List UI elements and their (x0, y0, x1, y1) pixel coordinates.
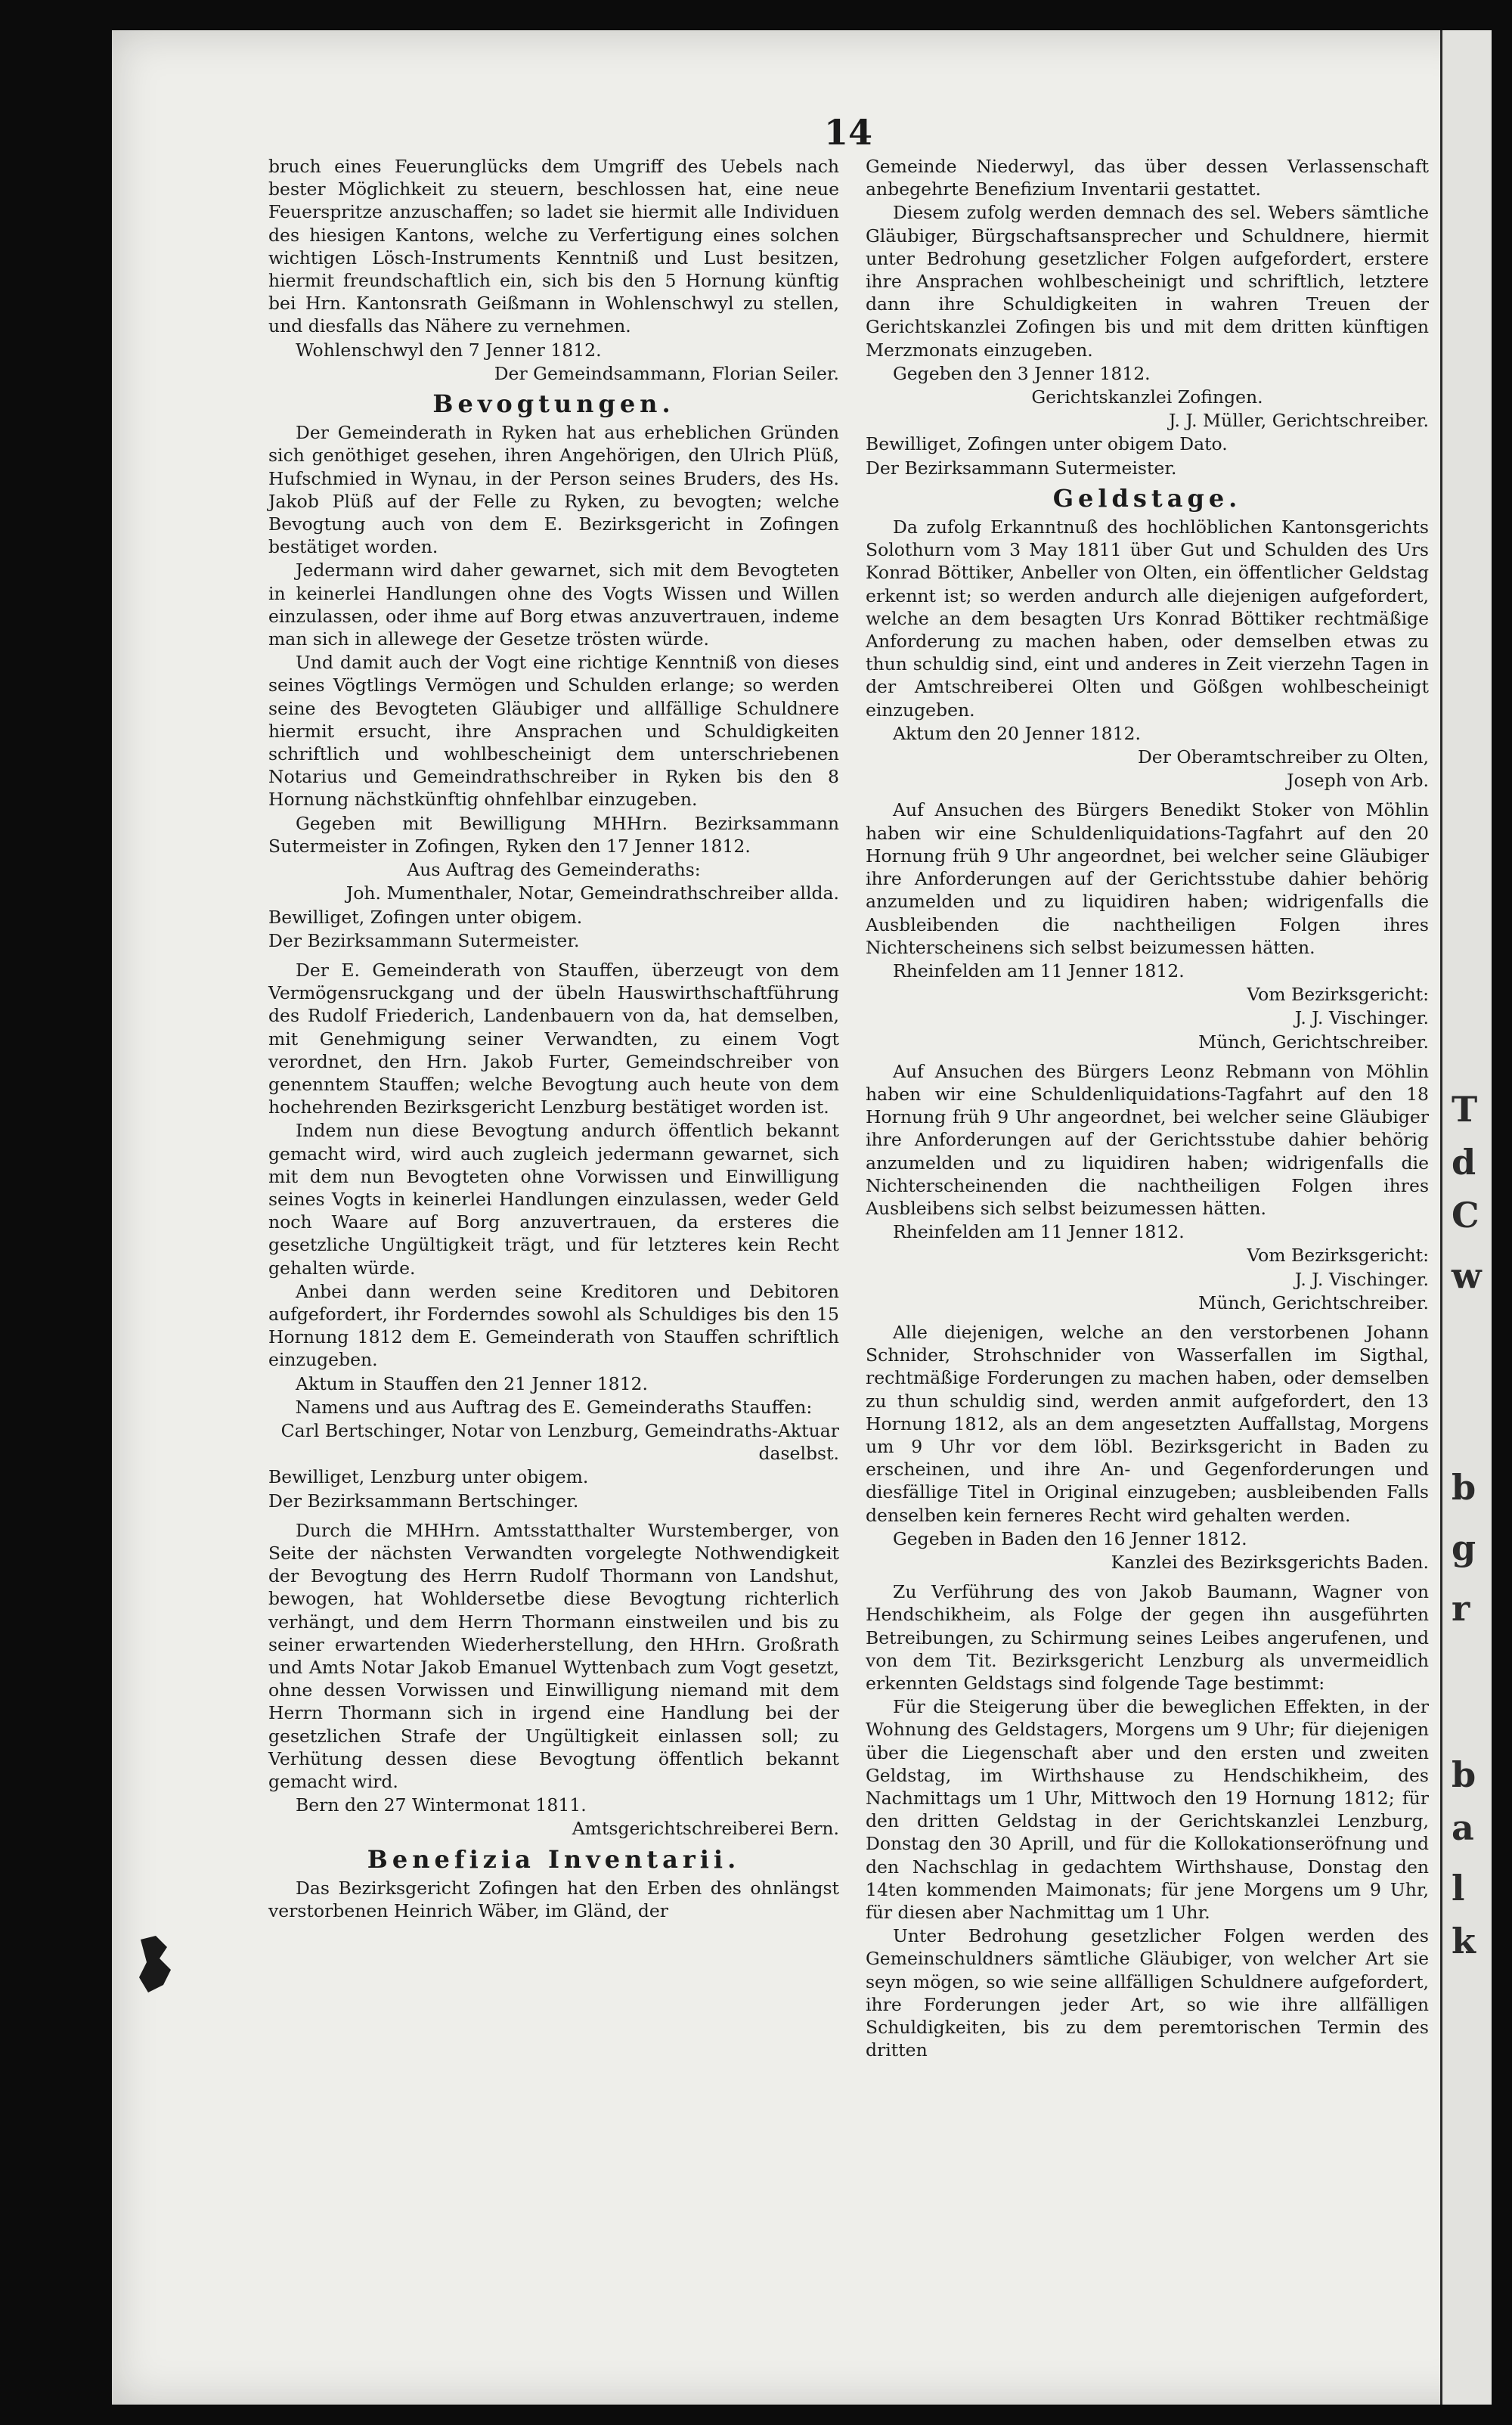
edge-letter: r (1452, 1588, 1470, 1629)
section-heading-bevogtungen: Bevogtungen. (432, 389, 675, 419)
paragraph: Und damit auch der Vogt eine richtige Kenntniß von dieses seines Vögtlings Vermögen und Schulden erlange; so werden seine des Bevogteten Gläubiger und allfällige Schuldnere hiermit ersucht, ihre Ansprachen und Schuldigkeiten schriftlich und wohlbescheinigt dem unterschriebenen Notarius und Gemeindrathschreiber in Ryken bis den 8 Hornung nächstkünftig ohnfehlbar einzugeben. (268, 652, 839, 811)
edge-letter: T (1452, 1089, 1478, 1130)
approval-signature: Der Bezirksammann Sutermeister. (268, 929, 580, 951)
edge-letter: d (1452, 1142, 1476, 1183)
signature: Münch, Gerichtschreiber. (1198, 1292, 1429, 1313)
signature: Joseph von Arb. (1287, 770, 1429, 792)
paragraph: Gegeben mit Bewilligung MHHrn. Bezirksammann Sutermeister in Zofingen, Ryken den 17 Jenner 1812. (268, 812, 839, 857)
signature-line: Der Oberamtschreiber zu Olten, (1137, 746, 1429, 768)
paragraph: bruch eines Feuerunglücks dem Umgriff des Uebels nach bester Möglichkeit zu steuern, beschlossen hat, eine neue Feuerspritze anzuschaffen; so ladet sie hiermit alle Individuen des hiesigen Kantons, welche zu Verfertigung eines solchen wichtigen Lösch-Instruments Kenntniß und Lust besitzen, hiermit freundschaftlich ein, sich bis den 5 Hornung künftig bei Hrn. Kantonsrath Geißmann in Wohlenschwyl zu stellen, und diesfalls das Nähere zu vernehmen. (268, 156, 839, 337)
section-heading-geldstage: Geldstage. (1052, 483, 1242, 513)
edge-letter: l (1452, 1868, 1465, 1909)
section-heading-benefizia: Benefizia Inventarii. (367, 1844, 741, 1874)
signature: J. J. Vischinger. (1294, 1007, 1429, 1029)
paragraph: Indem nun diese Bevogtung andurch öffentlich bekannt gemacht wird, wird auch zugleich jedermann gewarnet, sich mit dem nun Bevogteten ohne Vorwissen und Einwilligung seines Vogts in keinerlei Handlungen einzulassen, weder Geld noch Waare auf Borg anzuvertrauen, da ersteres die gesetzliche Ungültigkeit trägt, und für letzteres kein Recht gehalten würde. (268, 1120, 839, 1279)
paragraph: Auf Ansuchen des Bürgers Leonz Rebmann von Möhlin haben wir eine Schuldenliquidations-Tagfahrt auf den 18 Hornung früh 9 Uhr angeordnet, bei welcher seine Gläubiger ihre Anforderungen auf der Gerichtsstube dahier behörig anzumelden und zu liquidiren haben; widrigenfalls die Nichterscheinenden die nachtheiligen Folgen ihres Ausbleibens sich selbst beizumessen hätten. (866, 1060, 1429, 1219)
paragraph: Diesem zufolg werden demnach des sel. Webers sämtliche Gläubiger, Bürgschaftsansprecher und Schuldnere, hiermit unter Bedrohung gesetzlicher Folgen aufgefordert, erstere ihre Ansprachen wohlbescheinigt und schriftlich, letztere dann ihre Schuldigkeiten in wahren Treuen der Gerichtskanzlei Zofingen bis und mit dem dritten künftigen Merzmonats einzugeben. (866, 202, 1429, 361)
signature: Carl Bertschinger, Notar von Lenzburg, Gemeindraths-Aktuar daselbst. (280, 1419, 839, 1465)
ink-blot (133, 1932, 186, 1996)
approval-signature: Der Bezirksammann Bertschinger. (268, 1490, 579, 1512)
paragraph: Der E. Gemeinderath von Stauffen, überzeugt von dem Vermögensruckgang und der übeln Hauswirthschaftführung des Rudolf Friederich, Landenbauern von da, hat demselben, mit Genehmigung seiner Verwandten, zu einem Vogt verordnet, den Hrn. Jakob Furter, Gemeindschreiber von genenntem Stauffen; welche Bevogtung auch heute von dem hochehrenden Bezirksgericht Lenzburg bestätiget worden ist. (268, 959, 839, 1118)
paragraph: Für die Steigerung über die beweglichen Effekten, in der Wohnung des Geldstagers, Morgens um 9 Uhr; für diejenigen über die Liegenschaft aber und den ersten und zweiten Geldstag, im Wirthshause zu Hendschikheim, des Nachmittags um 1 Uhr, Mittwoch den 19 Hornung 1812; für den dritten Geldstag in der Gerichtskanzlei Lenzburg, Donstag den 30 Aprill, und für die Kollokationseröfnung und den Nachschlag in gedachtem Wirthshause, Donstag den 14ten kommenden Maimonats; für jene Morgens um 9 Uhr, für diesen aber Nachmittag um 1 Uhr. (866, 1696, 1429, 1924)
signature: Kanzlei des Bezirksgerichts Baden. (1111, 1551, 1429, 1573)
signature-line: Gerichtskanzlei Zofingen. (1031, 386, 1263, 408)
signature-line: Vom Bezirksgericht: (1247, 1245, 1429, 1267)
paragraph: Gemeinde Niederwyl, das über dessen Verlassenschaft anbegehrte Benefizium Inventarii gestattet. (866, 156, 1429, 200)
edge-letter: b (1452, 1467, 1476, 1508)
paragraph: Der Gemeinderath in Ryken hat aus erheblichen Gründen sich genöthiget gesehen, ihren Angehörigen, den Ulrich Plüß, Hufschmied in Wynau, in der Person seines Bruders, des Hs. Jakob Plüß auf der Felle zu Ryken, zu bevogten; welche Bevogtung auch von dem E. Bezirksgericht in Zofingen bestätiget worden. (268, 422, 839, 558)
next-page-edge (1440, 30, 1492, 2405)
left-column (268, 155, 839, 1923)
page-number: 14 (824, 112, 873, 153)
signature: Amtsgerichtschreiberei Bern. (572, 1818, 839, 1840)
place-date: Rheinfelden am 11 Jenner 1812. (893, 1221, 1185, 1243)
signature: J. J. Müller, Gerichtschreiber. (1168, 410, 1429, 432)
signature: J. J. Vischinger. (1294, 1268, 1429, 1290)
signature: Joh. Mumenthaler, Notar, Gemeindrathschreiber allda. (345, 882, 839, 904)
paragraph: Durch die MHHrn. Amtsstatthalter Wurstemberger, von Seite der nächsten Verwandten vorgelegte Nothwendigkeit der Bevogtung des Herrn Rudolf Thormann von Landshut, bewogen, hat Wohldersetbe diese Bevogtung richterlich verhängt, und dem Herrn Thormann einstweilen und bis zu seiner erwartenden Wiederherstellung, den HHrn. Großrath und Amts Notar Jakob Emanuel Wyttenbach zum Vogt gesetzt, ohne dessen Vorwissen und Einwilligung niemand mit dem Herrn Thormann sich in irgend eine Handlung bei der gesetzlichen Strafe der Ungültigkeit einlassen soll; zu Verhütung dessen diese Bevogtung öffentlich bekannt gemacht wird. (268, 1519, 839, 1793)
signature: Münch, Gerichtschreiber. (1198, 1031, 1429, 1053)
paragraph: Auf Ansuchen des Bürgers Benedikt Stoker von Möhlin haben wir eine Schuldenliquidations-Tagfahrt auf den 20 Hornung früh 9 Uhr angeordnet, bei welcher seine Gläubiger ihre Anforderungen auf der Gerichtsstube dahier behörig anzumelden und zu liquidiren haben; widrigenfalls die Ausbleibenden die nachtheiligen Folgen ihres Nichterscheinens sich selbst beizumessen hätten. (866, 799, 1429, 958)
place-date: Gegeben in Baden den 16 Jenner 1812. (893, 1527, 1247, 1549)
approval-signature: Der Bezirksammann Sutermeister. (866, 457, 1177, 479)
edge-letter: C (1452, 1195, 1479, 1236)
place-date: Wohlenschwyl den 7 Jenner 1812. (296, 339, 602, 361)
place-date: Aktum in Stauffen den 21 Jenner 1812. (296, 1372, 648, 1394)
edge-letter: g (1452, 1527, 1476, 1568)
right-column (866, 155, 1429, 2062)
edge-letter: a (1452, 1807, 1474, 1848)
place-date: Rheinfelden am 11 Jenner 1812. (893, 960, 1185, 981)
approval-line: Bewilliget, Zofingen unter obigem Dato. (866, 433, 1228, 455)
paragraph: Jedermann wird daher gewarnet, sich mit dem Bevogteten in keinerlei Handlungen ohne des Vogts Wissen und Willen einzulassen, oder ihme auf Borg etwas anzuvertrauen, indeme man sich in allewege der Gesetze trösten würde. (268, 560, 839, 650)
edge-letter: w (1452, 1255, 1482, 1296)
signature: Der Gemeindsammann, Florian Seiler. (494, 362, 839, 384)
signature-line: Namens und aus Auftrag des E. Gemeinderaths Stauffen: (295, 1396, 813, 1418)
edge-letter: b (1452, 1754, 1476, 1795)
paragraph: Da zufolg Erkanntnuß des hochlöblichen Kantonsgerichts Solothurn vom 3 May 1811 über Gut und Schulden des Urs Konrad Böttiker, Anbeller von Olten, ein öffentlicher Geldstag erkennt ist; so werden andurch alle diejenigen aufgefordert, welche an dem besagten Urs Konrad Böttiker rechtmäßige Anforderung zu machen haben, oder demselben etwas zu thun schuldig sind, eint und anderes in Zeit vierzehn Tagen in der Amtschreiberei Olten und Gößgen wohlbescheinigt einzugeben. (866, 516, 1429, 721)
place-date: Gegeben den 3 Jenner 1812. (893, 362, 1151, 384)
paragraph: Alle diejenigen, welche an den verstorbenen Johann Schnider, Strohschnider von Wasserfallen im Sigthal, rechtmäßige Forderungen zu machen haben, oder demselben zu thun schuldig sind, werden anmit aufgefordert, den 13 Hornung 1812, als an dem angesetzten Auffallstag, Morgens um 9 Uhr vor dem löbl. Bezirksgericht in Baden zu erscheinen, und ihre An- und Gegenforderungen und diesfällige Titel in Original einzugeben; ausbleibenden Falls denselben kein ferneres Recht wird gehalten werden. (866, 1321, 1429, 1526)
approval-line: Bewilliget, Lenzburg unter obigem. (268, 1466, 589, 1488)
approval-line: Bewilliget, Zofingen unter obigem. (268, 906, 583, 928)
place-date: Aktum den 20 Jenner 1812. (893, 722, 1141, 744)
paragraph: Zu Verführung des von Jakob Baumann, Wagner von Hendschikheim, als Folge der gegen ihn ausgeführten Betreibungen, zu Schirmung seines Leibes angerufenen, und von dem Tit. Bezirksgericht Lenzburg als unvermeidlich erkennten Geldstags sind folgende Tage bestimmt: (866, 1581, 1429, 1694)
signature-line: Aus Auftrag des Gemeinderaths: (407, 859, 701, 881)
place-date: Bern den 27 Wintermonat 1811. (296, 1794, 587, 1816)
paragraph: Unter Bedrohung gesetzlicher Folgen werden des Gemeinschuldners sämtliche Gläubiger, von welcher Art sie seyn mögen, so wie seine allfälligen Schuldnere aufgefordert, ihre Forderungen jeder Art, so wie ihre allfälligen Schuldigkeiten, bis zu dem peremtorischen Termin des dritten (866, 1925, 1429, 2061)
edge-letter: k (1452, 1921, 1476, 1961)
signature-line: Vom Bezirksgericht: (1247, 984, 1429, 1006)
paragraph: Das Bezirksgericht Zofingen hat den Erben des ohnlängst verstorbenen Heinrich Wäber, im Gländ, der (268, 1877, 839, 1922)
paragraph: Anbei dann werden seine Kreditoren und Debitoren aufgefordert, ihr Forderndes sowohl als Schuldiges bis den 15 Hornung 1812 dem E. Gemeinderath von Stauffen schriftlich einzugeben. (268, 1280, 839, 1371)
